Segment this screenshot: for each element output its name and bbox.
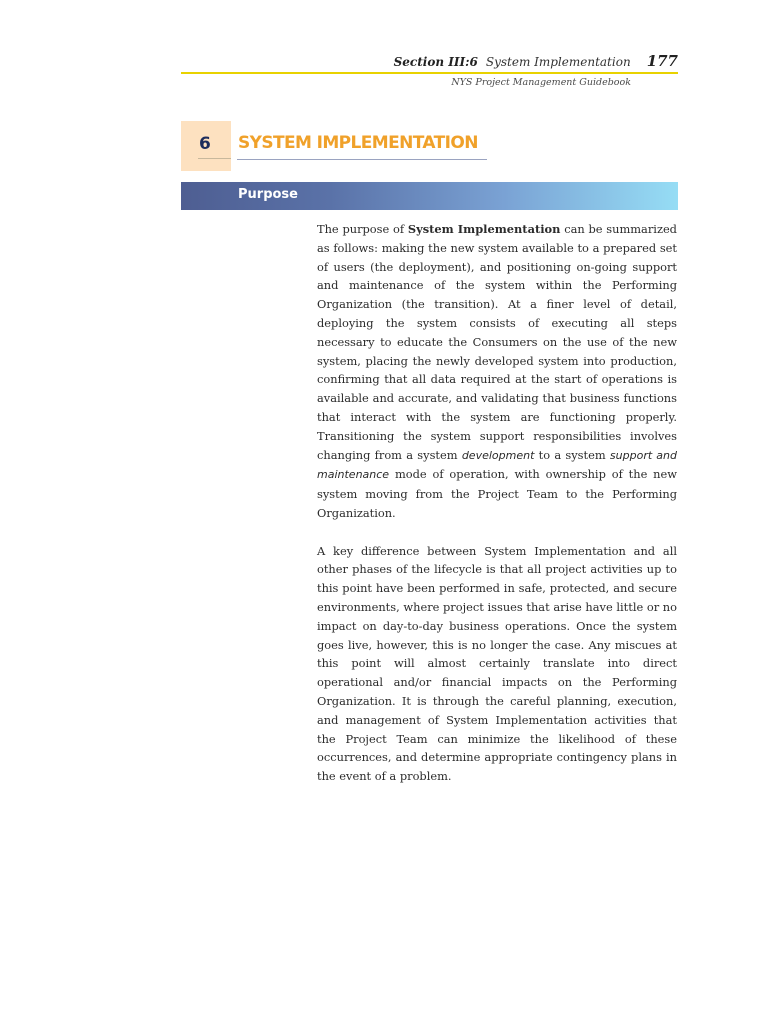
header-subtitle: NYS Project Management Guidebook [451,77,631,88]
term-system-implementation: System Implementation [407,222,561,236]
chapter-title: SYSTEM IMPLEMENTATION [238,133,478,153]
term-support-and-maintenance: support and maintenance [317,448,677,482]
paragraph-text: can be summarized as follows: making the new system available to a prepared set of users (the deployment), and positioning on-going support and maintenance of the system within the Performing Organization (the transition). At a finer level of detail, deploying the system consists of executing all steps necessary to educate the Consumers on the use of the new system, placing the newly developed system into production, confirming that all data required at the start of operations is available and accurate, and validating that business functions that interact with the system are functioning properly. Transitioning the system support responsibilities involves changing from a system [317,222,677,462]
chapter-number: 6 [199,134,211,154]
running-header-line [394,52,678,70]
page-number: 177 [646,52,678,70]
chapter-number-rule [198,158,231,159]
header-title: System Implementation [485,55,631,69]
term-development: development [461,448,535,462]
paragraph-key-difference: A key difference between System Implementation and all other phases of the lifecycle is that all project activities up to this point have been performed in safe, protected, and secure environments, where project issues that arise have little or no impact on day-to-day business operations. Once the system goes live, however, this is no longer the case. Any miscues at this point will almost certainly translate into direct operational and/or financial impacts on the Performing Organization. It is through the careful planning, execution, and management of System Implementation activities that the Project Team can minimize the likelihood of these occurrences, and determine appropriate contingency plans in the event of a problem. [317,543,677,784]
header-rule [181,72,678,74]
paragraph-text: mode of operation, with ownership of the new system moving from the Project Team to the Performing Organization. [317,467,677,520]
running-header [181,52,678,74]
header-section-label: Section III:6 [393,55,478,69]
chapter-title-rule [237,159,487,160]
paragraph-text: The purpose of [317,222,408,236]
body-text [317,220,677,786]
section-heading: Purpose [238,187,298,202]
paragraph-text: to a system [534,447,610,462]
paragraph-purpose [317,220,677,523]
